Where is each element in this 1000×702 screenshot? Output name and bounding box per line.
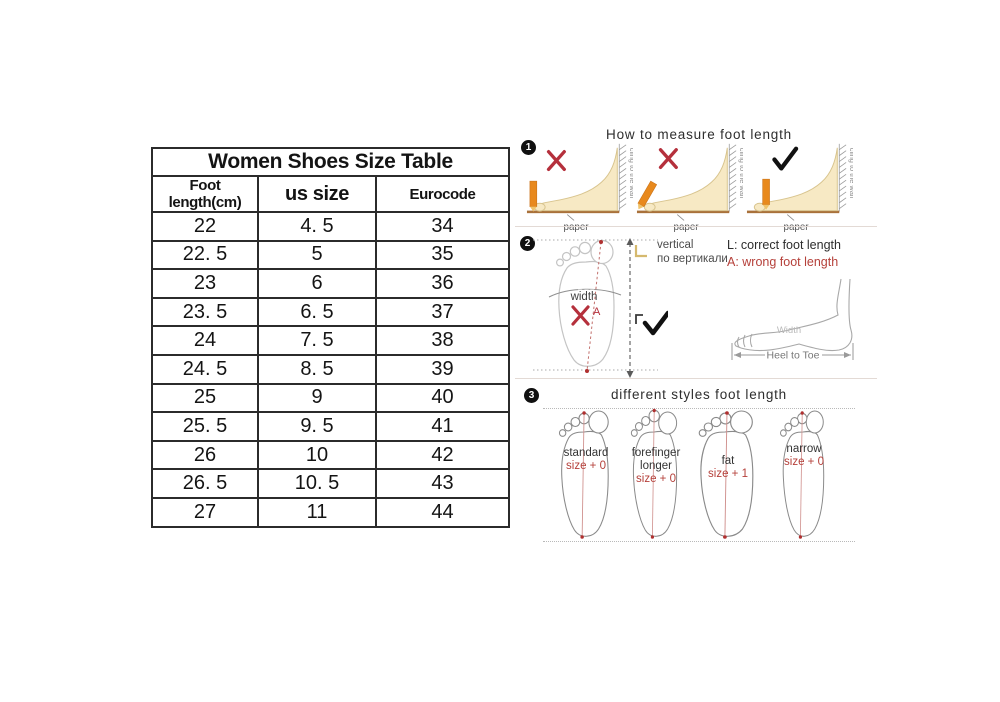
foot-style-label bbox=[690, 455, 766, 481]
step3-title: different styles foot length bbox=[611, 387, 787, 402]
cell: 38 bbox=[376, 326, 509, 355]
col-header-eurocode: Eurocode bbox=[376, 176, 509, 212]
table-title-row bbox=[152, 148, 509, 176]
col-header-foot-length: Foot length(cm) bbox=[152, 176, 258, 212]
corner-bracket-icon bbox=[636, 315, 643, 324]
table-row bbox=[152, 326, 509, 355]
cell: 5 bbox=[258, 241, 376, 270]
cell: 10 bbox=[258, 441, 376, 470]
step2-number-badge: 2 bbox=[520, 236, 535, 251]
step3-number-badge: 3 bbox=[524, 388, 539, 403]
cell: 42 bbox=[376, 441, 509, 470]
wrong-letter-label: A bbox=[593, 306, 601, 318]
cell: 11 bbox=[258, 498, 376, 527]
size-table-section bbox=[151, 147, 510, 528]
foot-outline-side-view bbox=[735, 279, 852, 351]
cell: 36 bbox=[376, 269, 509, 298]
measure-illustration-correct bbox=[745, 141, 853, 237]
cell: 10. 5 bbox=[258, 469, 376, 498]
table-row bbox=[152, 212, 509, 241]
guide-title: How to measure foot length bbox=[606, 127, 792, 142]
cell: 6. 5 bbox=[258, 298, 376, 327]
size-rule: size + 0 bbox=[566, 460, 606, 473]
foot-style-label bbox=[622, 447, 690, 487]
table-row bbox=[152, 355, 509, 384]
size-rule: size + 0 bbox=[636, 473, 676, 486]
measuring-guide-section bbox=[515, 125, 883, 565]
style-name: forefinger longer bbox=[631, 447, 681, 473]
foot-outline-top-view bbox=[558, 407, 614, 541]
cell: 4. 5 bbox=[258, 212, 376, 241]
cell: 6 bbox=[258, 269, 376, 298]
cell: 35 bbox=[376, 241, 509, 270]
table-header-row bbox=[152, 176, 509, 212]
measure-dot-bottom bbox=[585, 369, 589, 373]
cell: 37 bbox=[376, 298, 509, 327]
x-mark-icon bbox=[549, 152, 565, 170]
cell: 23 bbox=[152, 269, 258, 298]
table-row bbox=[152, 469, 509, 498]
topdown-foot-diagram bbox=[533, 235, 668, 387]
x-mark-icon bbox=[661, 150, 677, 168]
foot-style-label bbox=[770, 443, 838, 469]
table-row bbox=[152, 298, 509, 327]
table-row bbox=[152, 498, 509, 527]
style-name: fat bbox=[721, 455, 735, 467]
size-rule: size + 1 bbox=[708, 468, 748, 481]
cell: 7. 5 bbox=[258, 326, 376, 355]
cell: 43 bbox=[376, 469, 509, 498]
right-angle-icon bbox=[636, 245, 647, 256]
measure-illustration-wrong-2 bbox=[635, 141, 743, 237]
divider bbox=[515, 226, 877, 227]
foot-style-forefinger-longer bbox=[630, 407, 682, 541]
heel-to-toe-label: Heel to Toe bbox=[766, 349, 820, 361]
pencil-icon bbox=[530, 181, 537, 211]
cell: 8. 5 bbox=[258, 355, 376, 384]
legend-correct-length: L: correct foot length bbox=[727, 238, 841, 252]
cell: 26 bbox=[152, 441, 258, 470]
width-label: width bbox=[570, 291, 598, 303]
table-title: Women Shoes Size Table bbox=[152, 148, 509, 176]
vertical-label-russian: по вертикали bbox=[657, 253, 728, 265]
table-row bbox=[152, 412, 509, 441]
foot-style-label bbox=[550, 447, 622, 473]
style-name: standard bbox=[563, 447, 609, 459]
cell: 39 bbox=[376, 355, 509, 384]
size-rule: size + 0 bbox=[784, 456, 824, 469]
foot-style-narrow bbox=[778, 407, 830, 541]
side-width-label: Width bbox=[776, 325, 802, 336]
cell: 41 bbox=[376, 412, 509, 441]
cell: 22 bbox=[152, 212, 258, 241]
foot-outline-top-view bbox=[778, 407, 830, 541]
table-row bbox=[152, 269, 509, 298]
pencil-icon bbox=[763, 179, 770, 209]
size-table bbox=[151, 147, 510, 528]
cell: 34 bbox=[376, 212, 509, 241]
cell: 40 bbox=[376, 384, 509, 413]
cell: 22. 5 bbox=[152, 241, 258, 270]
cell: 24 bbox=[152, 326, 258, 355]
measure-dot-top bbox=[599, 240, 603, 244]
cell: 23. 5 bbox=[152, 298, 258, 327]
measure-illustration-wrong-1 bbox=[525, 141, 633, 237]
cell: 24. 5 bbox=[152, 355, 258, 384]
table-row bbox=[152, 441, 509, 470]
cell: 9 bbox=[258, 384, 376, 413]
foot-outline-top-view bbox=[557, 241, 614, 367]
cell: 27 bbox=[152, 498, 258, 527]
cell: 25. 5 bbox=[152, 412, 258, 441]
cell: 44 bbox=[376, 498, 509, 527]
table-row bbox=[152, 241, 509, 270]
check-mark-icon bbox=[645, 313, 668, 333]
step1-number-badge: 1 bbox=[521, 140, 536, 155]
legend-wrong-length: A: wrong foot length bbox=[727, 255, 839, 269]
check-mark-icon bbox=[774, 149, 796, 169]
cell: 9. 5 bbox=[258, 412, 376, 441]
divider bbox=[515, 378, 877, 379]
cell: 26. 5 bbox=[152, 469, 258, 498]
col-header-us-size: us size bbox=[258, 176, 376, 212]
style-name: narrow bbox=[786, 443, 822, 455]
vertical-label: vertical bbox=[657, 239, 694, 251]
table-row bbox=[152, 384, 509, 413]
vertical-ruler-line bbox=[627, 238, 634, 378]
cell: 25 bbox=[152, 384, 258, 413]
side-foot-measure-diagram bbox=[725, 277, 875, 361]
foot-style-fat bbox=[698, 407, 758, 541]
foot-style-standard bbox=[558, 407, 614, 541]
bottom-dotted-guide-line bbox=[543, 541, 855, 542]
